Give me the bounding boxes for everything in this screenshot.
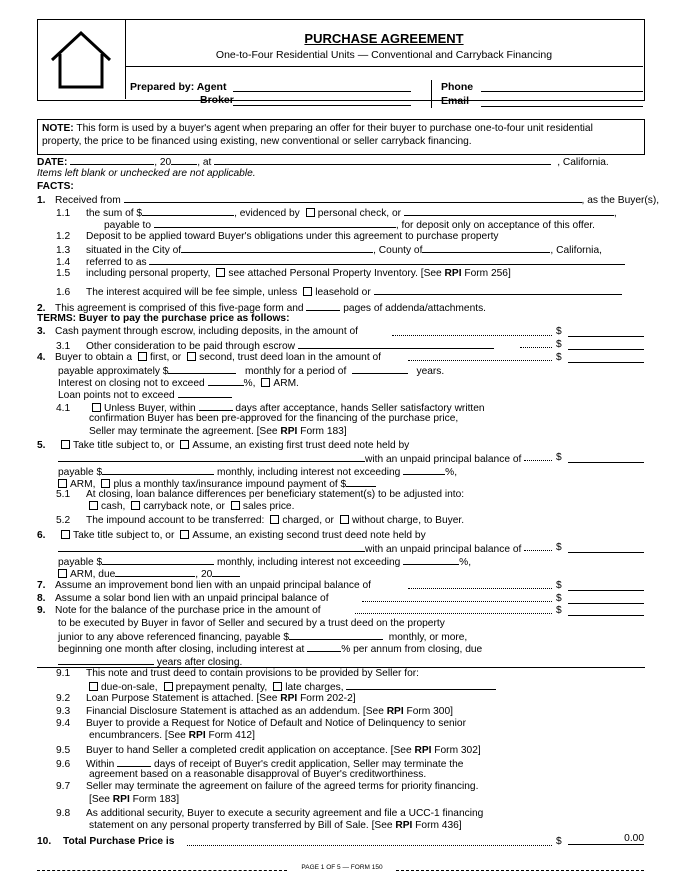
text: , 20 [195, 569, 213, 580]
form-line [37, 339, 645, 351]
item-number: 1.3 [56, 245, 71, 256]
blank-field[interactable] [168, 364, 236, 374]
date-line [37, 155, 645, 167]
item-number: 1.1 [56, 208, 71, 219]
text: RPI [395, 820, 413, 831]
text: Form 183] [297, 426, 347, 437]
form-line [37, 718, 645, 730]
form-line [37, 285, 645, 297]
form-line [37, 693, 645, 705]
blank-field[interactable] [352, 364, 408, 374]
text: monthly, or more, [388, 632, 468, 643]
blank-field[interactable] [298, 339, 494, 349]
form-line [37, 642, 645, 654]
form-line [37, 413, 645, 425]
note-box [37, 119, 645, 155]
total-price-field[interactable] [568, 834, 644, 845]
form-line [37, 301, 645, 313]
header-divider [125, 66, 643, 67]
year-field[interactable] [171, 155, 197, 165]
text: RPI [280, 426, 298, 437]
checkbox[interactable] [89, 682, 98, 691]
note-label: NOTE: [42, 123, 74, 134]
item-number: 7. [37, 580, 46, 591]
blank-field[interactable] [289, 630, 383, 640]
house-icon [46, 27, 116, 93]
checkbox[interactable] [303, 287, 312, 296]
text: ARM, [70, 479, 96, 490]
note-text-1: This form is used by a buyer's agent when preparing an offer for their buyer to purchase one-to-four unit residential [73, 123, 593, 134]
checkbox[interactable] [261, 378, 270, 387]
text: the sum of $ [86, 208, 143, 219]
dollar-sign: $ [556, 580, 562, 591]
amount-field[interactable] [568, 593, 644, 604]
text: Loan Purpose Statement is attached. [See [86, 693, 281, 704]
form-line [37, 730, 645, 742]
footer-page-label: PAGE 1 OF 5 — FORM 150 [301, 864, 383, 871]
dot-leader [392, 327, 552, 336]
item-number: 3.1 [56, 341, 71, 352]
form-line [37, 401, 645, 413]
checkbox[interactable] [216, 268, 225, 277]
text: Within [86, 759, 115, 770]
text: Buyer to hand Seller a completed credit application on acceptance. [See [86, 745, 415, 756]
form-line [37, 255, 645, 267]
agent-field[interactable] [233, 79, 411, 92]
item-number: 1. [37, 195, 46, 206]
text: Other consideration to be paid through escrow [86, 341, 295, 352]
text: days of receipt of Buyer's credit application, Seller may terminate the [154, 759, 464, 770]
checkbox[interactable] [131, 501, 140, 510]
text: RPI [188, 730, 206, 741]
dot-leader [524, 542, 552, 551]
form-line [37, 206, 645, 218]
text: The interest acquired will be fee simple, unless [86, 287, 298, 298]
blank-field[interactable] [58, 655, 154, 665]
form-line [37, 745, 645, 757]
total-price-value: 0.00 [624, 833, 644, 844]
blank-field[interactable] [181, 243, 373, 253]
text: leasehold or [315, 287, 371, 298]
vertical-divider [431, 80, 432, 108]
checkbox[interactable] [61, 530, 70, 539]
checkbox[interactable] [138, 352, 147, 361]
item-number: 2. [37, 303, 46, 314]
blank-field[interactable] [212, 567, 240, 577]
item-number: 9.1 [56, 668, 71, 679]
form-line [37, 440, 645, 452]
dot-leader [520, 339, 552, 348]
blank-field[interactable] [117, 757, 151, 767]
text: , as the Buyer(s), [581, 195, 660, 206]
text: monthly, including interest not exceeding [217, 557, 401, 568]
text: cash, [101, 501, 126, 512]
amount-field[interactable] [568, 352, 644, 363]
text: referred to as [86, 257, 147, 268]
dot-leader [187, 837, 552, 846]
text: , at [197, 157, 212, 168]
item-number: 4. [37, 352, 46, 363]
item-number: 5. [37, 440, 46, 451]
blank-field[interactable] [306, 301, 340, 311]
text: , 20 [154, 157, 172, 168]
text: situated in the City of [86, 245, 182, 256]
text: statement on any personal property transferred by Bill of Sale. [See [89, 820, 396, 831]
text: Assume, an existing second trust deed note held by [192, 530, 426, 541]
amount-field[interactable] [568, 339, 644, 350]
item-number: 1.6 [56, 287, 71, 298]
item-number: 9.5 [56, 745, 71, 756]
dollar-sign: $ [556, 542, 562, 553]
text: sales price. [242, 501, 295, 512]
checkbox[interactable] [164, 682, 173, 691]
broker-field[interactable] [233, 93, 411, 106]
prepared-by-label: Prepared by: Agent [130, 81, 227, 93]
dollar-sign: $ [556, 352, 562, 363]
form-line [37, 530, 645, 542]
text: years. [416, 366, 445, 377]
text: This agreement is comprised of this five-page form and [55, 303, 304, 314]
facts-heading: FACTS: [37, 181, 74, 192]
form-line [37, 769, 645, 781]
form-line [37, 376, 645, 388]
text: Deposit to be applied toward Buyer's obligations under this agreement to purchase property [86, 231, 499, 242]
checkbox[interactable] [306, 208, 315, 217]
form-line [37, 567, 645, 579]
blank-note: Items left blank or unchecked are not applicable. [37, 168, 256, 179]
item-number: 4.1 [56, 403, 71, 414]
email-field[interactable] [481, 94, 643, 107]
form-line [37, 680, 645, 692]
text: Loan points not to exceed [58, 390, 175, 401]
text: see attached Personal Property Inventory. [See [228, 268, 445, 279]
text: RPI [386, 706, 404, 717]
blank-field[interactable] [403, 465, 445, 475]
dollar-sign: $ [556, 339, 562, 350]
footer-rule-right [396, 870, 644, 871]
checkbox[interactable] [187, 352, 196, 361]
text: beginning one month after closing, including interest at [58, 644, 305, 655]
text: carryback note, or [143, 501, 225, 512]
dollar-sign: $ [556, 326, 562, 337]
checkbox[interactable] [61, 440, 70, 449]
text: Seller may terminate the agreement on failure of the agreed terms for priority financing. [86, 781, 479, 792]
checkbox[interactable] [273, 682, 282, 691]
page-title: PURCHASE AGREEMENT [304, 31, 464, 46]
text: with an unpaid principal balance of [365, 454, 522, 465]
checkbox[interactable] [101, 479, 110, 488]
item-number: 10. [37, 836, 52, 847]
page-subtitle: One-to-Four Residential Units — Conventional and Carryback Financing [215, 49, 553, 61]
blank-field[interactable] [346, 680, 496, 690]
text: agreement based on a reasonable disapproval of Buyer's creditworthiness. [89, 769, 427, 780]
text: As additional security, Buyer to execute a security agreement and file a UCC-1 financing [86, 808, 484, 819]
text: monthly for a period of [244, 366, 347, 377]
blank-field[interactable] [199, 401, 233, 411]
text: junior to any above referenced financing, payable $ [58, 632, 290, 643]
text: Form 412] [205, 730, 255, 741]
text: Assume, an existing first trust deed note held by [192, 440, 410, 451]
form-line [37, 794, 645, 806]
text: Form 436] [412, 820, 462, 831]
blank-field[interactable] [178, 388, 232, 398]
item-number: 1.4 [56, 257, 71, 268]
text: Unless Buyer, within [104, 403, 196, 414]
text: %, [445, 467, 458, 478]
text: Received from [55, 195, 121, 206]
form-line [37, 426, 645, 438]
item-number: 9.2 [56, 693, 71, 704]
text: , [613, 208, 617, 219]
form-line [37, 489, 645, 501]
text: , for deposit only on acceptance of this offer. [395, 220, 596, 231]
date-field[interactable] [70, 155, 154, 165]
terms-heading: TERMS: Buyer to pay the purchase price as follows: [37, 313, 290, 324]
form-line [37, 808, 645, 820]
form-line [37, 593, 645, 605]
blank-field[interactable] [374, 285, 622, 295]
blank-field[interactable] [208, 376, 244, 386]
checkbox[interactable] [180, 440, 189, 449]
text: payable $ [58, 557, 103, 568]
amount-field[interactable] [568, 580, 644, 591]
item-number: 1.2 [56, 231, 71, 242]
text: This note and trust deed to contain provisions to be provided by Seller for: [86, 668, 419, 679]
text: confirmation Buyer has been pre-approved for the financing of the purchase price, [89, 413, 459, 424]
blank-field[interactable] [154, 218, 396, 228]
item-number: 1.5 [56, 268, 71, 279]
text: Total Purchase Price is [63, 836, 175, 847]
footer-rule-left [37, 870, 287, 871]
text: payable $ [58, 467, 103, 478]
dollar-sign: $ [556, 836, 562, 847]
form-line [37, 465, 645, 477]
form-line [37, 352, 645, 364]
text: Assume an improvement bond lien with an unpaid principal balance of [55, 580, 372, 591]
amount-field[interactable] [568, 452, 644, 463]
text: RPI [414, 745, 432, 756]
logo-box [37, 19, 126, 99]
text: Take title subject to, or [73, 440, 175, 451]
text: Buyer to obtain a [55, 352, 133, 363]
text: days after acceptance, hands Seller satisfactory written [235, 403, 485, 414]
text: Form 302] [431, 745, 481, 756]
item-number: 9.3 [56, 706, 71, 717]
text: , evidenced by [234, 208, 300, 219]
text: % per annum from closing, due [341, 644, 483, 655]
dot-leader [408, 352, 552, 361]
phone-field[interactable] [481, 79, 643, 92]
item-number: 6. [37, 530, 46, 541]
dollar-sign: $ [556, 593, 562, 604]
text: RPI [112, 794, 130, 805]
form-line [37, 706, 645, 718]
form-line [37, 605, 645, 617]
form-line [37, 501, 645, 513]
text: , California, [550, 245, 602, 256]
item-number: 8. [37, 593, 46, 604]
blank-field[interactable] [404, 206, 614, 216]
blank-field[interactable] [422, 243, 550, 253]
blank-field[interactable] [403, 555, 459, 565]
amount-field[interactable] [568, 605, 644, 616]
text: including personal property, [86, 268, 211, 279]
text: charged, or [282, 515, 334, 526]
form-line [37, 231, 645, 243]
form-line [37, 757, 645, 769]
text: with an unpaid principal balance of [365, 544, 522, 555]
checkbox[interactable] [58, 569, 67, 578]
text: Financial Disclosure Statement is attached as an addendum. [See [86, 706, 387, 717]
text: RPI [444, 268, 462, 279]
form-line [37, 618, 645, 630]
broker-label: Broker [200, 94, 234, 106]
phone-label: Phone [441, 81, 474, 93]
text: encumbrancers. [See [89, 730, 189, 741]
blank-field[interactable] [307, 642, 341, 652]
form-line [37, 364, 645, 376]
city-field[interactable] [214, 155, 551, 165]
text: %, [243, 378, 256, 389]
item-number: 5.2 [56, 515, 71, 526]
amount-field[interactable] [568, 326, 644, 337]
dollar-sign: $ [556, 605, 562, 616]
form-line [37, 820, 645, 832]
form-line [37, 667, 645, 679]
text: years after closing. [156, 657, 243, 668]
text: RPI [280, 693, 298, 704]
text: Cash payment through escrow, including deposits, in the amount of [55, 326, 358, 337]
text: personal check, or [317, 208, 402, 219]
text: %, [459, 557, 472, 568]
text: Assume a solar bond lien with an unpaid principal balance of [55, 593, 329, 604]
text: [See [89, 794, 113, 805]
item-number: 9.7 [56, 781, 71, 792]
form-line [37, 542, 645, 554]
text: Interest on closing not to exceed [58, 378, 205, 389]
text: Seller may terminate the agreement. [See [89, 426, 281, 437]
dot-leader [524, 452, 552, 461]
email-label: Email [441, 95, 470, 107]
form-line [37, 452, 645, 464]
blank-field[interactable] [102, 555, 214, 565]
checkbox[interactable] [89, 501, 98, 510]
text: , California. [557, 157, 609, 168]
form-line [37, 515, 645, 527]
text: Form 202-2] [297, 693, 356, 704]
buyer-name-field[interactable] [124, 193, 582, 203]
checkbox[interactable] [340, 515, 349, 524]
form-line [37, 555, 645, 567]
checkbox[interactable] [58, 479, 67, 488]
text: Take title subject to, or [73, 530, 175, 541]
checkbox[interactable] [92, 403, 101, 412]
dot-leader [362, 593, 552, 602]
note-text-2: property, the price to be financed using existing, new conventional or seller carryback financing. [42, 136, 472, 147]
form-line [37, 477, 645, 489]
text: without charge, to Buyer. [351, 515, 465, 526]
item-number: 5.1 [56, 489, 71, 500]
text: late charges, [285, 682, 344, 693]
form-line [37, 218, 645, 230]
deposit-amount-field[interactable] [142, 206, 234, 216]
item-number: 3. [37, 326, 46, 337]
form-line [37, 655, 645, 667]
text: ARM, due [70, 569, 116, 580]
text: pages of addenda/attachments. [343, 303, 486, 314]
text: Note for the balance of the purchase price in the amount of [55, 605, 321, 616]
item-number: 9.4 [56, 718, 71, 729]
checkbox[interactable] [231, 501, 240, 510]
text: Form 183] [129, 794, 180, 805]
form-line [37, 781, 645, 793]
form-line [37, 326, 645, 338]
text: The impound account to be transferred: [86, 515, 265, 526]
text: Form 300] [403, 706, 453, 717]
text: second, trust deed loan in the amount of [199, 352, 381, 363]
text: plus a monthly tax/insurance impound payment of $ [113, 479, 347, 490]
form-line [37, 630, 645, 642]
text: ARM. [273, 378, 299, 389]
blank-field[interactable] [346, 477, 376, 487]
amount-field[interactable] [568, 542, 644, 553]
dollar-sign: $ [556, 452, 562, 463]
form-line [37, 388, 645, 400]
text: , County of [373, 245, 423, 256]
checkbox[interactable] [180, 530, 189, 539]
blank-field[interactable] [149, 255, 625, 265]
form-line [37, 580, 645, 592]
text: due-on-sale, [101, 682, 158, 693]
blank-field[interactable] [115, 567, 195, 577]
text: Form 256] [461, 268, 511, 279]
dot-leader [355, 605, 552, 614]
form-line [37, 243, 645, 255]
dot-leader [408, 580, 552, 589]
date-label: DATE: [37, 157, 68, 168]
text: At closing, loan balance differences per beneficiary statement(s) to be adjusted into: [86, 489, 465, 500]
text: prepayment penalty, [175, 682, 268, 693]
text: monthly, including interest not exceeding [217, 467, 401, 478]
text: to be executed by Buyer in favor of Seller and secured by a trust deed on the property [58, 618, 445, 629]
text: payable approximately $ [58, 366, 169, 377]
blank-field[interactable] [102, 465, 214, 475]
form-line [37, 193, 660, 206]
item-number: 9.6 [56, 759, 71, 770]
item-number: 9.8 [56, 808, 71, 819]
text: first, or [150, 352, 182, 363]
text: Buyer to provide a Request for Notice of Default and Notice of Delinquency to senior [86, 718, 466, 729]
blank-field[interactable] [58, 452, 365, 462]
item-number: 9. [37, 605, 46, 616]
blank-field[interactable] [58, 542, 365, 552]
checkbox[interactable] [270, 515, 279, 524]
text: payable to [104, 220, 152, 231]
form-line [37, 268, 645, 280]
